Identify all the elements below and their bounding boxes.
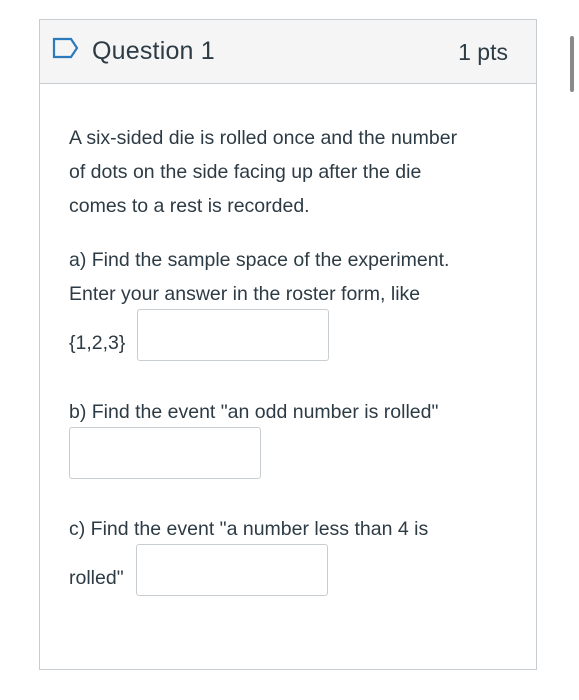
part-a-line: Enter your answer in the roster form, like [69,283,421,305]
answer-input-c[interactable] [136,544,328,596]
question-header [40,20,536,84]
question-card [39,19,537,670]
intro-line: comes to a rest is recorded. [69,195,310,217]
intro-line: of dots on the side facing up after the die [69,161,422,183]
answer-input-a[interactable] [137,309,329,361]
intro-line: A six-sided die is rolled once and the number [69,127,458,149]
part-b-text: b) Find the event "an odd number is rolled" [69,401,439,423]
scrollbar-thumb[interactable] [570,36,574,92]
question-points: 1 pts [458,39,508,65]
question-title: Question 1 [92,37,215,65]
part-a-text [69,243,449,311]
part-a-line: a) Find the sample space of the experiment. [69,249,450,271]
bookmark-flag-icon[interactable] [52,36,80,60]
part-c-line2: rolled" [69,567,124,589]
part-a-example: {1,2,3} [69,332,126,354]
question-intro [69,121,457,223]
part-c-line1: c) Find the event "a number less than 4 is [69,518,429,540]
answer-input-b[interactable] [69,427,261,479]
